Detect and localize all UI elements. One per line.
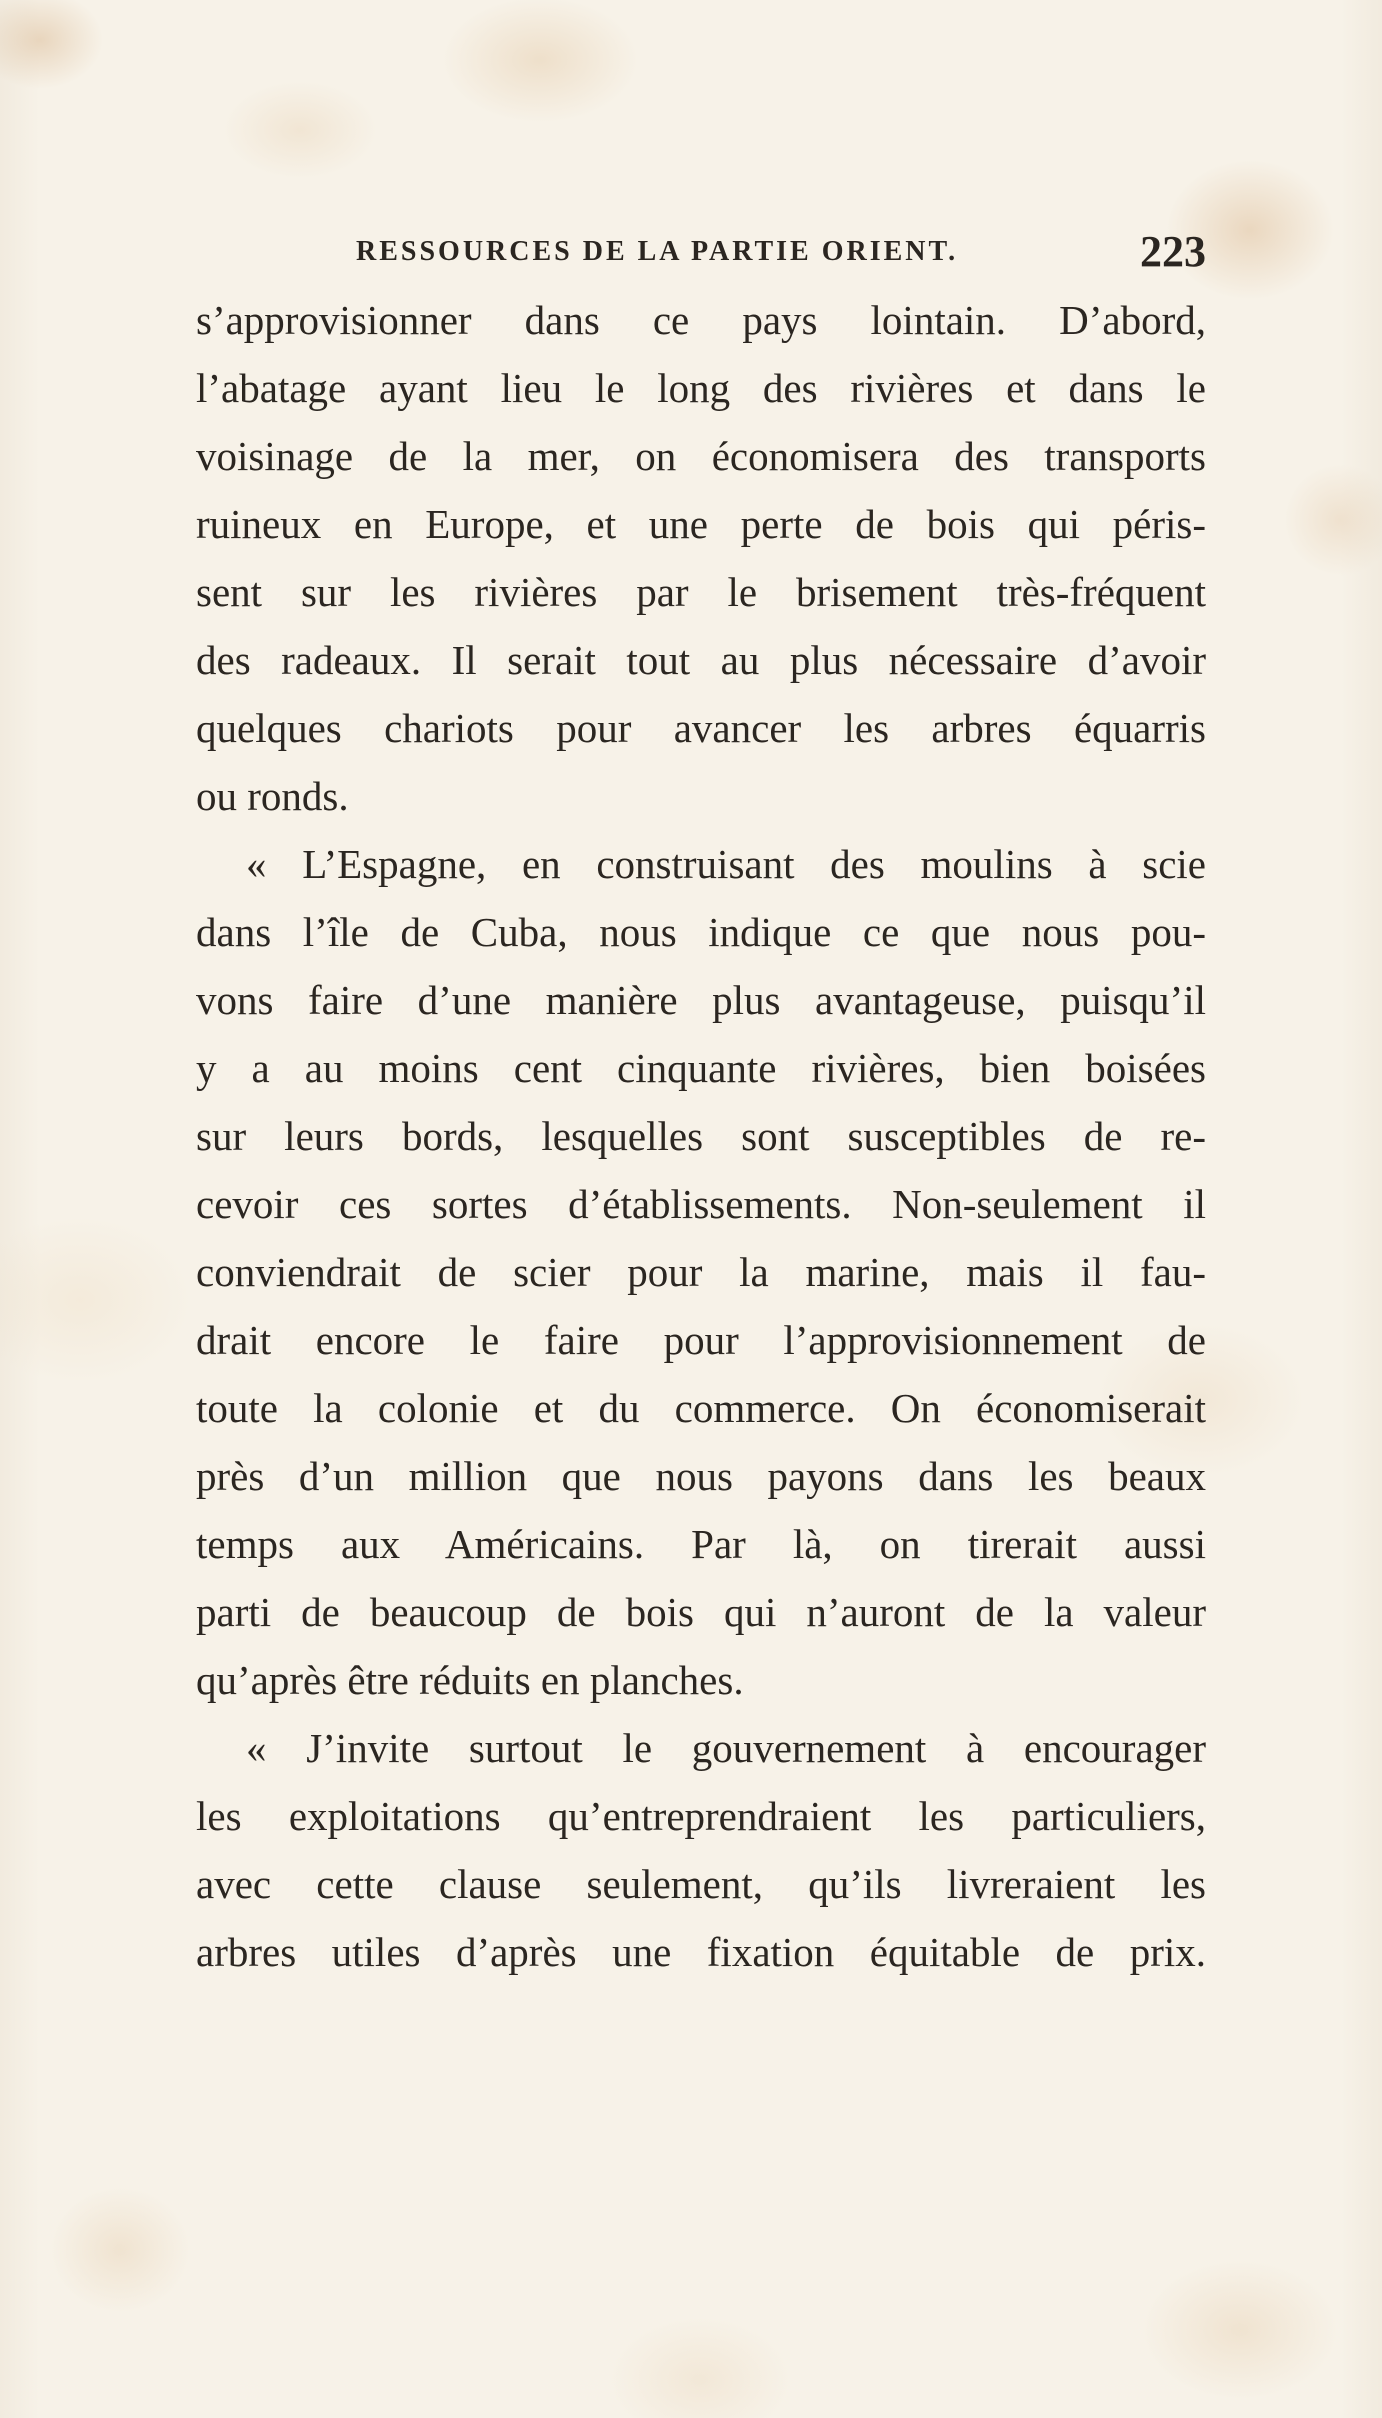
- text-line: sent sur les rivières par le brisement très-fréquent: [196, 569, 1206, 615]
- paragraph-3: [196, 1714, 1206, 1986]
- text-line: près d’un million que nous payons dans les beaux: [196, 1453, 1206, 1499]
- paragraph-2: [196, 830, 1206, 1714]
- text-line: s’approvisionner dans ce pays lointain. D’abord,: [196, 297, 1206, 343]
- text-line: qu’après être réduits en planches.: [196, 1657, 744, 1703]
- text-line: dans l’île de Cuba, nous indique ce que nous pou-: [196, 909, 1206, 955]
- text-line: temps aux Américains. Par là, on tirerait aussi: [196, 1521, 1206, 1567]
- text-line: les exploitations qu’entreprendraient les particuliers,: [196, 1793, 1206, 1839]
- text-line: cevoir ces sortes d’établissements. Non-seulement il: [196, 1181, 1206, 1227]
- text-line: vons faire d’une manière plus avantageuse, puisqu’il: [196, 977, 1206, 1023]
- text-line: l’abatage ayant lieu le long des rivières et dans le: [196, 365, 1206, 411]
- text-line: sur leurs bords, lesquelles sont susceptibles de re-: [196, 1113, 1206, 1159]
- text-line: y a au moins cent cinquante rivières, bien boisées: [196, 1045, 1206, 1091]
- text-line: conviendrait de scier pour la marine, mais il fau-: [196, 1249, 1206, 1295]
- text-line: quelques chariots pour avancer les arbres équarris: [196, 705, 1206, 751]
- running-head: [196, 227, 1206, 286]
- text-line: des radeaux. Il serait tout au plus nécessaire d’avoir: [196, 637, 1206, 683]
- text-line: avec cette clause seulement, qu’ils livreraient les: [196, 1861, 1206, 1907]
- text-line: ou ronds.: [196, 773, 349, 819]
- book-page: [196, 227, 1206, 1986]
- text-line: « L’Espagne, en construisant des moulins à scie: [246, 841, 1206, 887]
- text-line: « J’invite surtout le gouvernement à encourager: [246, 1725, 1206, 1771]
- text-line: toute la colonie et du commerce. On économiserait: [196, 1385, 1206, 1431]
- text-line: arbres utiles d’après une fixation équitable de prix.: [196, 1929, 1206, 1975]
- text-line: drait encore le faire pour l’approvisionnement de: [196, 1317, 1206, 1363]
- text-line: voisinage de la mer, on économisera des transports: [196, 433, 1206, 479]
- text-line: ruineux en Europe, et une perte de bois qui péris-: [196, 501, 1206, 547]
- paragraph-1: [196, 286, 1206, 830]
- running-head-title: RESSOURCES DE LA PARTIE ORIENT.: [356, 236, 959, 267]
- text-line: parti de beaucoup de bois qui n’auront de la valeur: [196, 1589, 1206, 1635]
- page-number: 223: [1140, 227, 1206, 276]
